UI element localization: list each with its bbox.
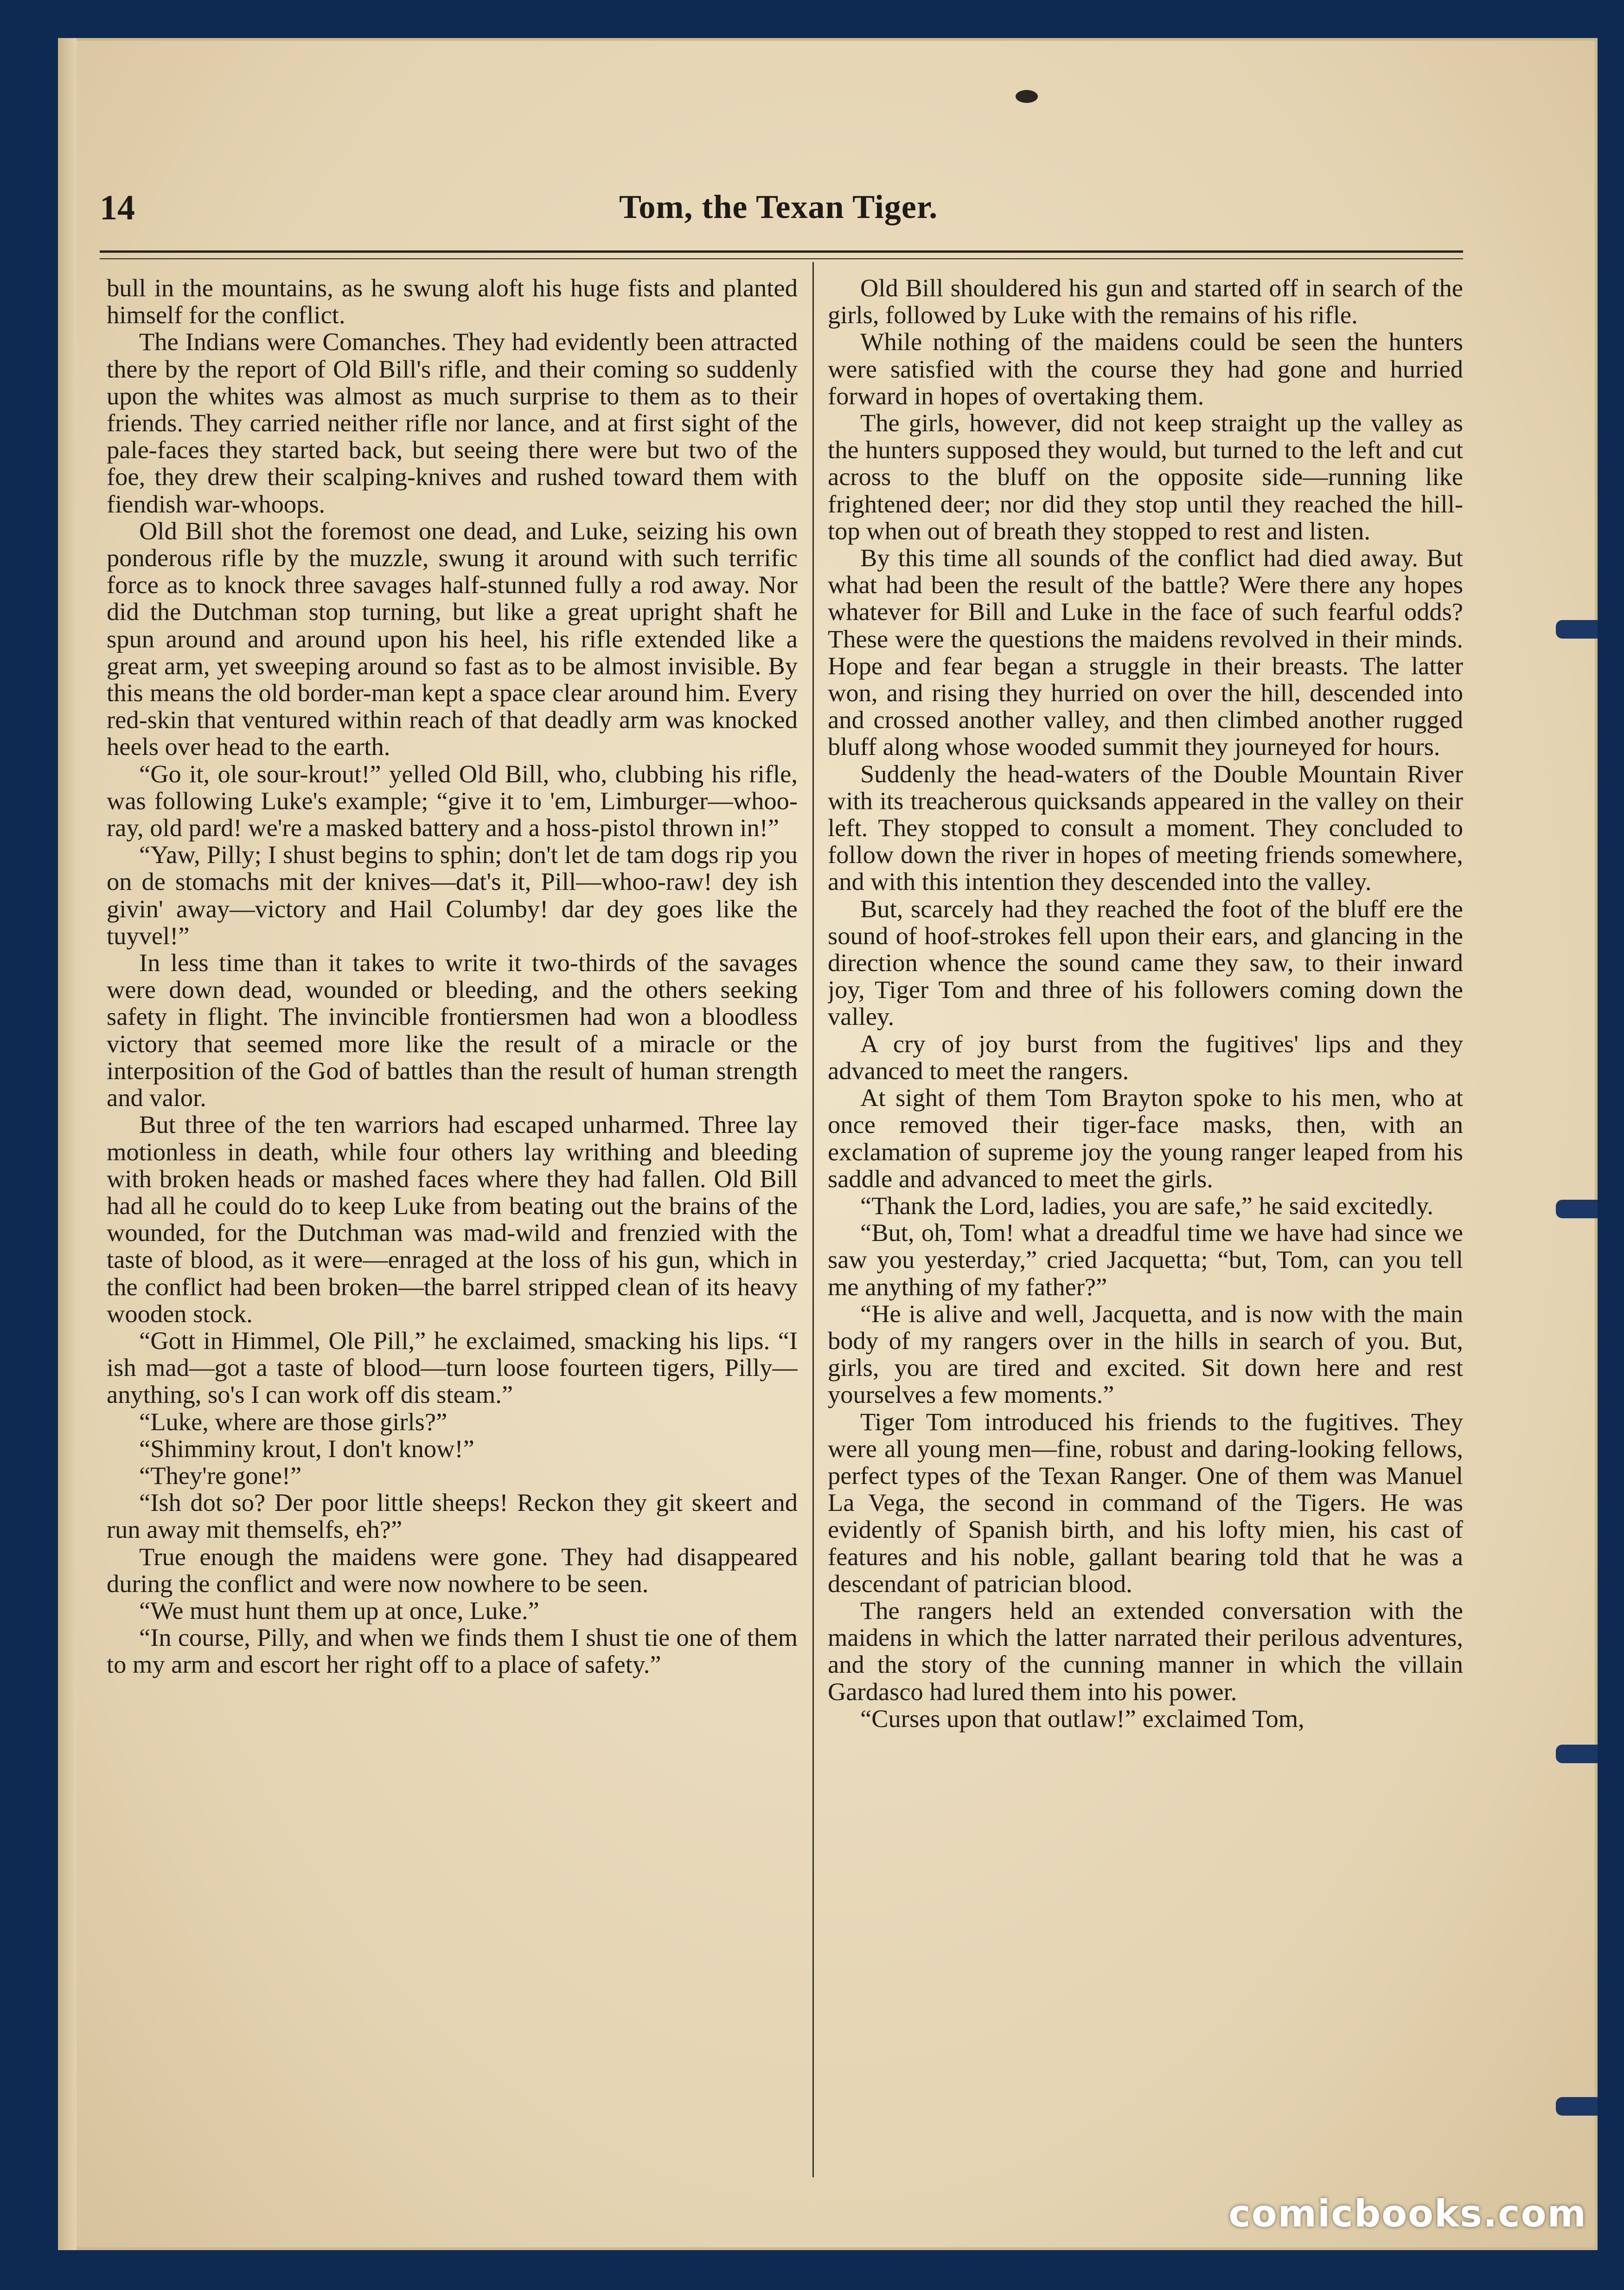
page-tear-mark: [1556, 620, 1598, 639]
ink-blot: [1016, 90, 1038, 103]
paragraph: Old Bill shot the foremost one dead, and Luke, seizing his own ponderous rifle by the muzzle, swung it around with such terrific force as to knock three savages half-stunned fully a rod away. Nor did the Dutchman stop turning, but like a great upright shaft he spun around and around upon his heel, his rifle extended like a great arm, yet sweeping around so fast as to be almost invisible. By this means the old border-man kept a space clear around him. Every red-skin that ventured within reach of that deadly arm was knocked heels over head to the earth.: [107, 516, 798, 761]
paragraph: The rangers held an extended conversation with the maidens in which the latter narrated their perilous adventures, and the story of the cunning manner in which the villain Gardasco had lured them into his power.: [828, 1596, 1463, 1706]
column-divider: [812, 262, 814, 2177]
running-title: Tom, the Texan Tiger.: [619, 188, 938, 225]
paragraph: By this time all sounds of the conflict had died away. But what had been the result of the battle? Were there any hopes whatever for Bill and Luke in the face of such fearful odds? These were the questions the maidens revolved in their minds. Hope and fear began a struggle in their breasts. The latter won, and rising they hurried on over the hill, descended into and crossed another valley, and then climbed another rugged bluff along whose wooded summit they journeyed for hours.: [828, 544, 1463, 761]
paragraph: “He is alive and well, Jacquetta, and is now with the main body of my rangers over in the hills in search of you. But, girls, you are tired and excited. Sit down here and rest yourselves a few moments.”: [828, 1299, 1463, 1409]
paragraph: “They're gone!”: [139, 1461, 302, 1490]
paragraph: A cry of joy burst from the fugitives' lips and they advanced to meet the rangers.: [828, 1029, 1463, 1085]
paragraph: “Ish dot so? Der poor little sheeps! Reckon they git skeert and run away mit themselfs, eh?”: [107, 1488, 798, 1544]
watermark: comicbooks.com: [1228, 2192, 1587, 2235]
page-gutter-edge: [58, 38, 77, 2250]
paragraph: “Curses upon that outlaw!” exclaimed Tom,: [860, 1704, 1304, 1733]
page-tear-mark: [1556, 2097, 1598, 2116]
page-number: 14: [100, 188, 135, 227]
paragraph: But, scarcely had they reached the foot of the bluff ere the sound of hoof-strokes fell upon their ears, and glancing in the direction whence the sound came they saw, to their inward joy, Tiger Tom and three of his followers coming down the valley.: [828, 894, 1463, 1031]
paragraph: bull in the mountains, as he swung aloft his huge fists and planted himself for the conflict.: [107, 275, 798, 329]
paragraph: At sight of them Tom Brayton spoke to his men, who at once removed their tiger-face masks, then, with an exclamation of supreme joy the young ranger leaped from his saddle and advanced to meet the girls.: [828, 1083, 1463, 1193]
paragraph: “Shimminy krout, I don't know!”: [139, 1434, 474, 1463]
header-rule: [100, 250, 1463, 259]
right-column: [828, 275, 1463, 2199]
paragraph: “In course, Pilly, and when we finds them I shust tie one of them to my arm and escort her right off to a place of safety.”: [107, 1623, 798, 1679]
left-column: [107, 275, 798, 2199]
paragraph: “Thank the Lord, ladies, you are safe,” he said excitedly.: [860, 1191, 1433, 1220]
paragraph: “Yaw, Pilly; I shust begins to sphin; don't let de tam dogs rip you on de stomachs mit der knives—dat's it, Pill—whoo-raw! dey ish givin' away—victory and Hail Columby! dar dey goes like the tuyvel!”: [107, 840, 798, 950]
paragraph: “Luke, where are those girls?”: [139, 1407, 448, 1436]
paragraph: Old Bill shouldered his gun and started off in search of the girls, followed by Luke with the remains of his rifle.: [828, 275, 1463, 329]
paragraph: The Indians were Comanches. They had evidently been attracted there by the report of Old Bill's rifle, and their coming so suddenly upon the whites was almost as much surprise to them as to their friends. They carried neither rifle nor lance, and at first sight of the pale-faces they started back, but seeing there were but two of the foe, they drew their scalping-knives and rushed toward them with fiendish war-whoops.: [107, 327, 798, 518]
paragraph: Suddenly the head-waters of the Double Mountain River with its treacherous quicksands appeared in the valley on their left. They stopped to consult a moment. They concluded to follow down the river in hopes of meeting friends somewhere, and with this intention they descended into the valley.: [828, 759, 1463, 896]
paragraph: In less time than it takes to write it two-thirds of the savages were down dead, wounded or bleeding, and the others seeking safety in flight. The invincible frontiersmen had won a bloodless victory that seemed more like the result of a miracle or the interposition of the God of battles than the result of human strength and valor.: [107, 948, 798, 1112]
paragraph: “Gott in Himmel, Ole Pill,” he exclaimed, smacking his lips. “I ish mad—got a taste of blood—turn loose fourteen tigers, Pilly—anything, so's I can work off dis steam.”: [107, 1326, 798, 1409]
page-tear-mark: [1556, 1200, 1598, 1218]
paragraph: The girls, however, did not keep straight up the valley as the hunters supposed they would, but turned to the left and cut across to the bluff on the opposite side—running like frightened deer; nor did they stop until they reached the hill-top when out of breath they stopped to rest and listen.: [828, 409, 1463, 545]
paragraph: “We must hunt them up at once, Luke.”: [139, 1596, 539, 1625]
paragraph: While nothing of the maidens could be seen the hunters were satisfied with the course they had gone and hurried forward in hopes of overtaking them.: [828, 327, 1463, 410]
paragraph: True enough the maidens were gone. They had disappeared during the conflict and were now nowhere to be seen.: [107, 1542, 798, 1598]
paragraph: “Go it, ole sour-krout!” yelled Old Bill, who, clubbing his rifle, was following Luke's example; “give it to 'em, Limburger—whoo-ray, old pard! we're a masked battery and a hoss-pistol thrown in!”: [107, 759, 798, 842]
paragraph: Tiger Tom introduced his friends to the fugitives. They were all young men—fine, robust and daring-looking fellows, perfect types of the Texan Ranger. One of them was Manuel La Vega, the second in command of the Tigers. He was evidently of Spanish birth, and his lofty mien, his cast of features and his noble, gallant bearing told that he was a descendant of patrician blood.: [828, 1407, 1463, 1598]
paragraph: “But, oh, Tom! what a dreadful time we have had since we saw you yesterday,” cried Jacquetta; “but, Tom, can you tell me anything of my father?”: [828, 1218, 1463, 1301]
page-header: [100, 188, 1463, 239]
paragraph: But three of the ten warriors had escaped unharmed. Three lay motionless in death, while four others lay writhing and bleeding with broken heads or mashed faces where they had fallen. Old Bill had all he could do to keep Luke from beating out the brains of the wounded, for the Dutchman was mad-wild and frenzied with the taste of blood, as it were—enraged at the loss of his gun, which in the conflict had been broken—the barrel stripped clean of its heavy wooden stock.: [107, 1110, 798, 1328]
page-tear-mark: [1556, 1745, 1598, 1763]
